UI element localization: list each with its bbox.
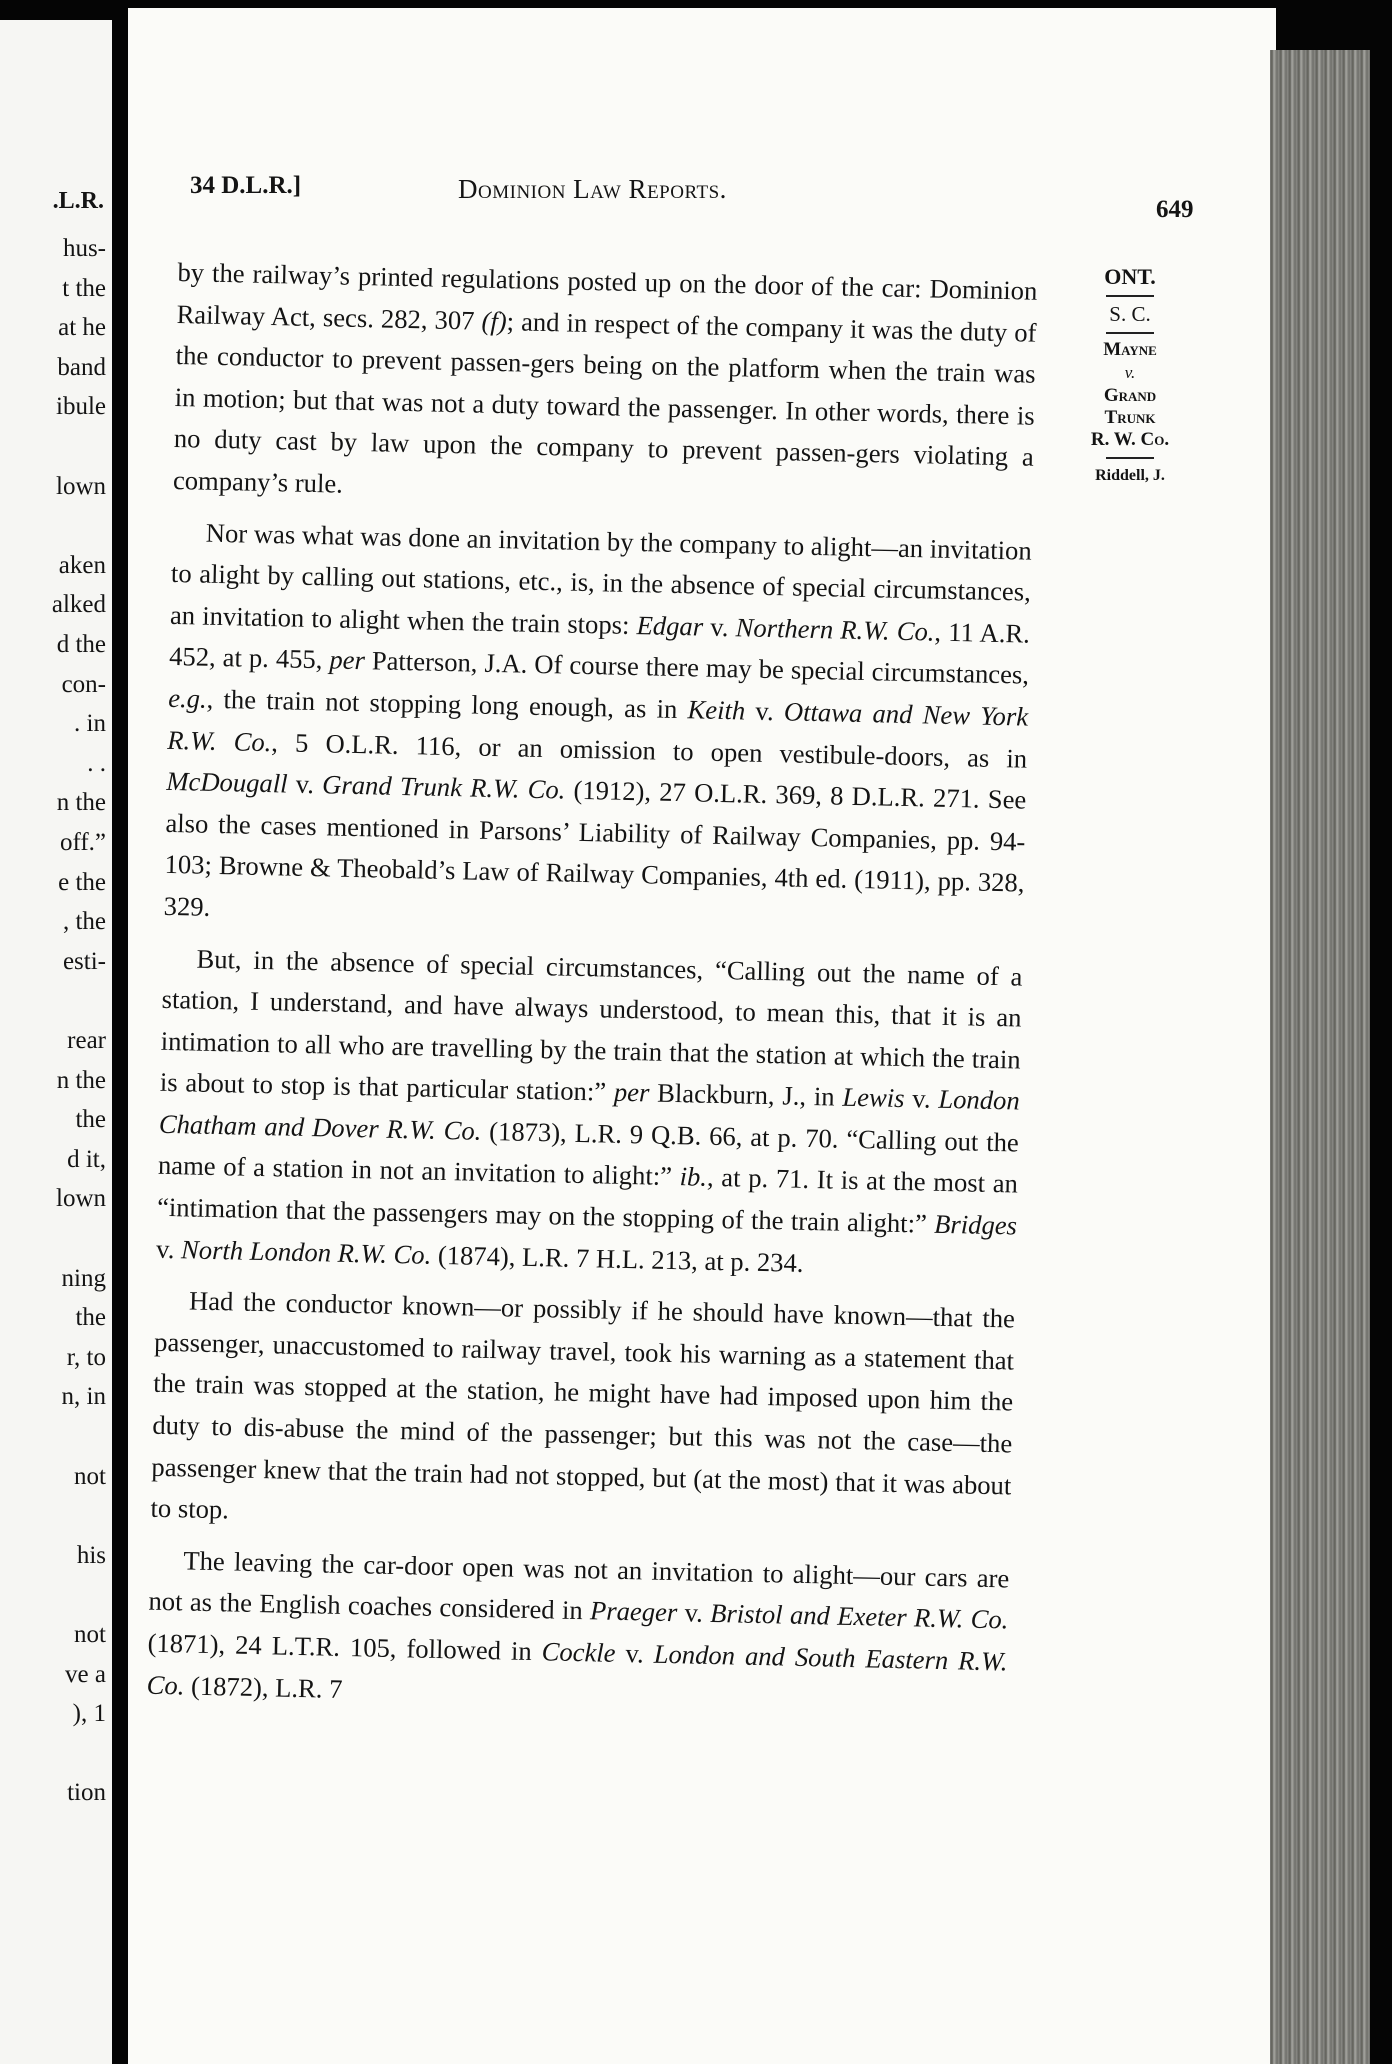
left-page-fragment: . . [87, 749, 106, 777]
italic-citation: Lewis [842, 1081, 905, 1114]
left-page-fragment: the [75, 1304, 106, 1332]
text-run: , at p. 71. It is at the most an “intimation that the passengers may on the stopping of the train alight:” [156, 1162, 1019, 1239]
left-page-fragment: , the [62, 908, 106, 936]
left-page-fragment: aken [58, 551, 106, 579]
italic-citation: ib. [679, 1161, 708, 1193]
case-margin-note [1070, 265, 1190, 488]
left-page-fragment: esti- [62, 947, 106, 975]
italic-citation: per [329, 644, 366, 676]
italic-citation: Bridges [933, 1208, 1018, 1241]
text-run: The leaving the car-door open was not an invitation to alight—our cars are not as the English coaches considered in [148, 1545, 1010, 1626]
text-run: Had the conductor known—or possibly if he should have known—that the passenger, unaccustomed to railway travel, took his warning as a statement that the train was stopped at the station, he might have had imposed upon him the duty to dis-abuse the mind of the passenger; but this was not the case—the passenger knew that the train had not stopped, but (at the most) that it was about to stop. [150, 1285, 1016, 1525]
italic-citation: Ottawa and New York R.W. Co. [167, 696, 1029, 757]
italic-citation: e.g. [167, 682, 207, 714]
volume-reference: 34 D.L.R.] [190, 172, 302, 199]
text-run: (1872), L.R. 7 [184, 1670, 343, 1704]
left-page-fragment: . in [74, 710, 106, 738]
text-run: , the train not stopping long enough, as in [206, 683, 688, 725]
left-page-fragment: t the [62, 274, 106, 302]
text-run: (1873), L.R. 9 Q.B. 66, at p. 70. “Calling out the name of a station in not an invitation to alight:” [157, 1115, 1020, 1192]
left-page-fragment: ), 1 [72, 1700, 106, 1728]
court: S. C. [1109, 302, 1151, 326]
left-page-fragment: the [75, 1106, 106, 1134]
divider-rule [1106, 457, 1154, 459]
judgment-body-text [146, 252, 1038, 1725]
report-title: Dominion Law Reports. [458, 174, 727, 204]
italic-citation: Bristol and Exeter R.W. Co. [709, 1598, 1009, 1635]
left-page-fragment: ve a [65, 1660, 106, 1688]
left-page-header: .L.R. [52, 188, 104, 214]
left-page-fragment: band [57, 353, 106, 381]
left-page-fragment: not [74, 1621, 106, 1648]
defendant-name-line3: R. W. Co. [1090, 429, 1170, 450]
italic-citation: Northern R.W. Co. [735, 612, 935, 647]
italic-citation: Praeger [589, 1595, 678, 1628]
italic-citation: Cockle [541, 1636, 616, 1668]
text-run: Blackburn, J., in [649, 1077, 843, 1112]
text-run: v. [155, 1233, 182, 1264]
left-page-fragment: at he [58, 314, 106, 342]
left-page-fragment: off.” [59, 829, 106, 856]
jurisdiction: ONT. [1104, 264, 1156, 289]
left-page-fragment: hus- [62, 235, 106, 262]
text-run: (1874), L.R. 7 H.L. 213, at p. 234. [430, 1239, 804, 1278]
defendant-name-line2: Trunk [1104, 407, 1156, 428]
left-facing-page [0, 20, 112, 2064]
judge-name: Riddell, J. [1095, 467, 1165, 484]
text-run: v. [904, 1083, 939, 1115]
divider-rule [1106, 295, 1154, 297]
page-number: 649 [1156, 196, 1194, 223]
text-run: , 5 O.L.R. 116, or an omission to open vestibule-doors, as in [271, 726, 1028, 774]
text-run: v. [744, 695, 785, 727]
italic-citation: per [613, 1076, 650, 1108]
left-page-fragment: n the [56, 1066, 106, 1094]
left-page-fragment: ning [61, 1264, 106, 1292]
italic-citation: (f) [481, 305, 508, 336]
paragraph-p4 [150, 1280, 1015, 1548]
left-page-fragment: ibule [56, 393, 106, 421]
left-page-fragment: d the [56, 631, 106, 658]
left-page-fragment: rear [67, 1027, 106, 1054]
italic-citation: Grand Trunk R.W. Co. [321, 769, 566, 805]
text-run: Nor was what was done an invitation by the company to alight—an invitation to alight by calling out stations, etc., is, in the absence of special circumstances, an invitation to alight when the train stops: [169, 517, 1033, 640]
italic-citation: London Chatham and Dover R.W. Co. [158, 1084, 1021, 1146]
text-run: Patterson, J.A. Of course there may be special circumstances, [364, 645, 1030, 691]
left-page-fragment: tion [67, 1779, 106, 1807]
paragraph-p5 [146, 1540, 1009, 1725]
italic-citation: McDougall [166, 766, 288, 799]
left-page-fragment: e the [58, 868, 106, 896]
defendant-name-line1: Grand [1103, 385, 1157, 406]
running-head [190, 172, 1194, 223]
versus: v. [1124, 363, 1136, 382]
left-page-fragment: not [74, 1462, 106, 1490]
text-run: , 11 A.R. 452, at p. 455, [168, 616, 1031, 675]
left-page-fragment: con- [61, 670, 106, 698]
italic-citation: Edgar [636, 609, 704, 642]
text-run: by the railway’s printed regulations posted up on the door of the car: Dominion Railway Act, secs. 282, 307 [176, 256, 1038, 336]
text-run: (1871), 24 L.T.R. 105, followed in [147, 1627, 543, 1667]
text-run: ; and in respect of the company it was the duty of the conductor to prevent passen-gers being on the platform when the train was in motion; but that was not a duty toward the passenger. In other words, there is no duty cast by law upon the company to prevent passen-gers violating a company’s rule. [172, 305, 1037, 499]
left-page-fragment: r, to [66, 1343, 106, 1371]
italic-citation: London and South Eastern R.W. Co. [146, 1638, 1008, 1701]
left-page-fragment: lown [56, 472, 106, 500]
paragraph-p1 [173, 252, 1038, 520]
text-run: v. [287, 768, 323, 800]
plaintiff-name: Mayne [1103, 339, 1157, 360]
text-run: v. [676, 1597, 711, 1629]
text-run: v. [615, 1637, 655, 1669]
paragraph-p2 [163, 512, 1032, 947]
left-page-fragment: lown [56, 1185, 106, 1213]
left-page-fragment: d it, [67, 1145, 106, 1173]
text-run: But, in the absence of special circumstances, “Calling out the name of a station, I understand, and have always understood, to mean this, that it is an intimation to all who are travelling by the train that the station at which the train is about to stop is that particular station:” [159, 943, 1023, 1107]
text-run: (1912), 27 O.L.R. 369, 8 D.L.R. 271. See also the cases mentioned in Parsons’ Liability of Railway Companies, pp. 94-103; Browne & Theobald’s Law of Railway Companies, 4th ed. (1911), pp. 328, 329. [163, 774, 1027, 922]
page-stack-edge [1270, 50, 1370, 2064]
text-run: v. [702, 611, 737, 643]
divider-rule [1106, 332, 1154, 334]
left-page-fragment: n, in [61, 1383, 106, 1411]
paragraph-p3 [156, 937, 1023, 1288]
left-page-fragment: alked [51, 591, 106, 619]
left-page-fragment: n the [56, 789, 106, 817]
italic-citation: North London R.W. Co. [180, 1233, 432, 1270]
italic-citation: Keith [687, 694, 746, 726]
left-page-fragment: his [76, 1541, 106, 1569]
